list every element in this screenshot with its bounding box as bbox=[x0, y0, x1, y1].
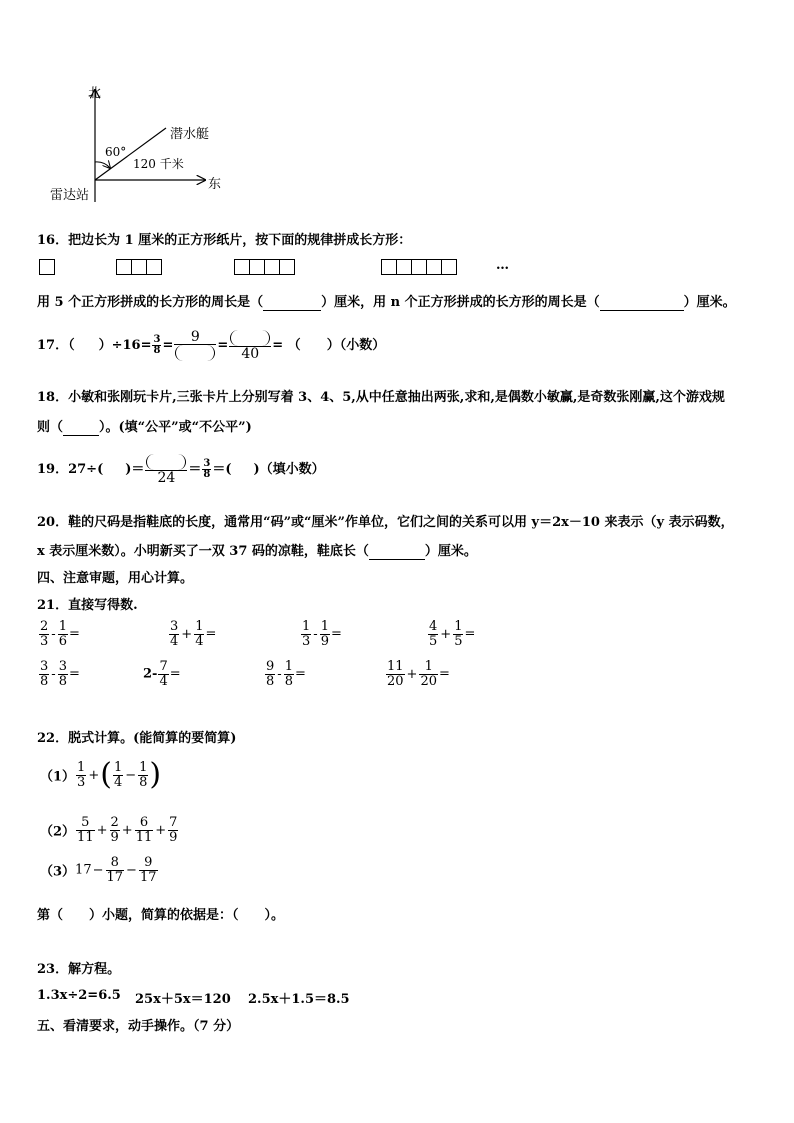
whole-number: 17 bbox=[75, 862, 92, 878]
item-number: （2） bbox=[40, 824, 76, 840]
square bbox=[411, 259, 427, 275]
fraction bbox=[152, 335, 161, 357]
item-number: （1） bbox=[40, 769, 76, 785]
denominator: 9 bbox=[110, 829, 119, 845]
fraction bbox=[76, 761, 86, 789]
square bbox=[396, 259, 412, 275]
denominator: 24 bbox=[157, 469, 176, 486]
q23-title: 23．解方程。 bbox=[37, 962, 121, 977]
numerator: 6 bbox=[135, 816, 154, 831]
square bbox=[146, 259, 162, 275]
q16-line2b: ）厘米，用 n 个正方形拼成的长方形的周长是（ bbox=[321, 295, 600, 310]
fraction bbox=[194, 620, 204, 648]
square bbox=[116, 259, 132, 275]
numerator: 7 bbox=[159, 659, 168, 674]
equals: = bbox=[217, 338, 229, 353]
numerator: 2 bbox=[40, 619, 49, 634]
fraction bbox=[229, 330, 271, 362]
q19-d: )（填小数） bbox=[253, 462, 325, 477]
q21-title: 21．直接写得数. bbox=[37, 598, 138, 613]
q22-expr-3: （3）17− $\frac{8}{17}$ − $\frac{9}{17}$ bbox=[40, 855, 157, 885]
numerator: 1 bbox=[139, 759, 148, 775]
denominator: 8 bbox=[266, 673, 275, 689]
equals: = bbox=[439, 666, 450, 682]
fraction bbox=[453, 620, 463, 648]
q17-eq3: = （ bbox=[272, 338, 301, 353]
fraction bbox=[139, 856, 158, 884]
denominator: 5 bbox=[454, 633, 463, 649]
operator: + bbox=[440, 626, 452, 642]
square-group-4 bbox=[235, 259, 295, 275]
answer-blank[interactable] bbox=[63, 420, 99, 436]
fraction bbox=[158, 660, 168, 688]
fraction bbox=[419, 660, 438, 688]
numerator: 9 bbox=[174, 330, 216, 346]
square-group-5 bbox=[382, 259, 457, 275]
fraction bbox=[301, 620, 311, 648]
numerator: 5 bbox=[76, 816, 95, 831]
square bbox=[39, 259, 55, 275]
numerator: 7 bbox=[169, 815, 178, 830]
answer-blank[interactable] bbox=[230, 330, 270, 346]
numerator: 3 bbox=[203, 457, 211, 469]
operator: - bbox=[51, 666, 56, 682]
q17-a: 17．（ bbox=[37, 338, 75, 353]
section-4-heading: 四、注意审题，用心计算。 bbox=[37, 571, 194, 586]
fraction bbox=[174, 330, 216, 362]
q16-line2 bbox=[37, 291, 736, 311]
north-label: 北 bbox=[88, 86, 102, 101]
q22-note: 第（ ）小题，简算的依据是：（ ）。 bbox=[37, 908, 285, 923]
q16-line2a: 用 5 个正方形拼成的长方形的周长是（ bbox=[37, 295, 264, 310]
fraction bbox=[39, 620, 49, 648]
numerator: 1 bbox=[302, 619, 311, 634]
denominator: 4 bbox=[159, 673, 168, 689]
numerator bbox=[229, 330, 271, 347]
denominator: 8 bbox=[284, 673, 293, 689]
fraction bbox=[106, 856, 125, 884]
q21-item bbox=[264, 660, 306, 688]
equation-3: 2.5x＋1.5＝8.5 bbox=[248, 992, 350, 1007]
denominator: 20 bbox=[387, 673, 404, 689]
denominator: 9 bbox=[320, 633, 329, 649]
denominator: 8 bbox=[203, 469, 211, 480]
q21-item bbox=[38, 620, 80, 648]
fraction bbox=[169, 620, 179, 648]
answer-blank[interactable] bbox=[175, 345, 215, 361]
numerator: 8 bbox=[106, 856, 125, 871]
fraction bbox=[320, 620, 330, 648]
denominator: 4 bbox=[170, 633, 179, 649]
q17-b: ）÷16= bbox=[98, 338, 152, 353]
square bbox=[264, 259, 280, 275]
denominator bbox=[174, 345, 216, 361]
numerator: 11 bbox=[387, 659, 404, 674]
fraction bbox=[58, 660, 68, 688]
q21-item bbox=[300, 620, 342, 648]
denominator: 5 bbox=[429, 633, 438, 649]
fraction bbox=[428, 620, 438, 648]
numerator: 1 bbox=[454, 619, 463, 634]
denominator: 4 bbox=[113, 774, 123, 790]
operator: + bbox=[181, 626, 193, 642]
square bbox=[234, 259, 250, 275]
distance-label: 120 千米 bbox=[133, 157, 184, 171]
operator: + bbox=[406, 666, 418, 682]
equation-2: 25x＋5x＝120 bbox=[135, 992, 231, 1007]
submarine-label: 潜水艇 bbox=[170, 127, 210, 142]
fraction bbox=[113, 761, 123, 789]
numerator: 3 bbox=[40, 659, 49, 674]
denominator: 9 bbox=[169, 829, 178, 845]
fraction bbox=[284, 660, 294, 688]
denominator: 11 bbox=[77, 829, 94, 845]
item-number: （3） bbox=[40, 864, 76, 880]
q21-item bbox=[427, 620, 475, 648]
denominator: 4 bbox=[195, 633, 204, 649]
fraction bbox=[386, 660, 405, 688]
denominator: 3 bbox=[302, 633, 311, 649]
square-group-1 bbox=[40, 259, 55, 275]
numerator: 3 bbox=[170, 619, 179, 634]
left-paren: ( bbox=[100, 757, 112, 792]
denominator: 8 bbox=[58, 673, 67, 689]
denominator: 6 bbox=[58, 633, 67, 649]
operator: - bbox=[313, 626, 318, 642]
square-group-3 bbox=[117, 259, 162, 275]
numerator: 4 bbox=[429, 619, 438, 634]
right-paren: ) bbox=[149, 757, 162, 792]
q22-title: 22．脱式计算。(能简算的要简算) bbox=[37, 731, 237, 746]
whole-number: 2- bbox=[143, 666, 158, 682]
equals: = bbox=[330, 626, 342, 642]
q17 bbox=[37, 326, 385, 366]
denominator: 8 bbox=[153, 345, 161, 356]
numerator: 1 bbox=[195, 619, 204, 634]
denominator: 17 bbox=[139, 869, 157, 885]
numerator: 1 bbox=[113, 759, 123, 775]
operator: - bbox=[277, 666, 282, 682]
q21-item bbox=[38, 660, 80, 688]
fraction bbox=[202, 459, 211, 481]
numerator: 1 bbox=[77, 759, 86, 775]
answer-blank[interactable] bbox=[369, 544, 425, 560]
ellipsis: … bbox=[496, 258, 509, 273]
square bbox=[426, 259, 442, 275]
equals: = bbox=[162, 338, 174, 353]
q20-line1: 20．鞋的尺码是指鞋底的长度，通常用“码”或“厘米”作单位，它们之间的关系可以用 y＝2x－10 来表示（y 表示码数， bbox=[37, 515, 734, 530]
q20-line2 bbox=[37, 540, 477, 560]
square bbox=[441, 259, 457, 275]
q18-line2 bbox=[37, 416, 252, 436]
numerator: 1 bbox=[419, 660, 438, 675]
square bbox=[131, 259, 147, 275]
q19 bbox=[37, 450, 325, 490]
numerator: 1 bbox=[284, 659, 293, 674]
numerator: 9 bbox=[139, 856, 158, 871]
answer-blank[interactable] bbox=[263, 295, 321, 311]
q20-line2b: ）厘米。 bbox=[424, 544, 477, 559]
equation-1: 1.3x÷2=6.5 bbox=[37, 988, 121, 1003]
numerator: 3 bbox=[153, 333, 161, 345]
q18-line2b: ）。(填“公平”或“不公平”) bbox=[99, 420, 252, 435]
q22-expr-1: （1） $\frac{1}{3}$ +( $\frac{1}{4}$ − $\frac{1}{8}$ ) bbox=[40, 757, 162, 792]
denominator: 20 bbox=[420, 673, 437, 689]
equals: = bbox=[205, 626, 217, 642]
angle-arc bbox=[95, 162, 110, 168]
east-label: 东 bbox=[208, 177, 222, 192]
numerator: 1 bbox=[58, 619, 67, 634]
numerator bbox=[145, 454, 187, 471]
denominator: 40 bbox=[241, 345, 260, 362]
fraction bbox=[58, 620, 68, 648]
square bbox=[249, 259, 265, 275]
fraction bbox=[76, 816, 95, 844]
q21-item bbox=[143, 660, 181, 688]
q20-line2a: x 表示厘米数）。小明新买了一双 37 码的凉鞋，鞋底长（ bbox=[37, 544, 369, 559]
denominator: 11 bbox=[135, 829, 153, 845]
numerator: 1 bbox=[320, 619, 329, 634]
fraction bbox=[265, 660, 275, 688]
q21-item bbox=[168, 620, 216, 648]
fraction bbox=[145, 454, 187, 486]
equals: = bbox=[169, 666, 181, 682]
denominator: 3 bbox=[40, 633, 49, 649]
fraction bbox=[168, 816, 178, 844]
fraction bbox=[39, 660, 49, 688]
q19-a: 19．27÷( bbox=[37, 462, 104, 477]
denominator: 8 bbox=[40, 673, 49, 689]
square bbox=[381, 259, 397, 275]
section-5-heading: 五、看清要求，动手操作。（7 分） bbox=[37, 1019, 240, 1034]
answer-blank[interactable] bbox=[600, 295, 684, 311]
operator: - bbox=[51, 626, 56, 642]
radar-label: 雷达站 bbox=[50, 188, 90, 203]
numerator: 2 bbox=[110, 815, 119, 830]
fraction bbox=[135, 816, 154, 844]
square bbox=[279, 259, 295, 275]
q16-line2c: ）厘米。 bbox=[683, 295, 736, 310]
denominator: 17 bbox=[106, 869, 124, 885]
fraction bbox=[110, 816, 120, 844]
denominator: 3 bbox=[77, 774, 86, 790]
equals: = bbox=[464, 626, 476, 642]
equals: ＝ bbox=[188, 462, 202, 477]
answer-blank[interactable] bbox=[146, 454, 186, 470]
q18-line2a: 则（ bbox=[37, 420, 64, 435]
q22-expr-2: （2） $\frac{5}{11}$ + $\frac{2}{9}$ + $\frac{6}{11}$ + $\frac{7}{9}$ bbox=[40, 815, 178, 845]
q21-item bbox=[385, 660, 450, 688]
equals: = bbox=[294, 666, 306, 682]
q16-text: 16．把边长为 1 厘米的正方形纸片，按下面的规律拼成长方形： bbox=[37, 233, 412, 248]
q17-c: ）（小数） bbox=[326, 338, 386, 353]
equals: = bbox=[68, 666, 80, 682]
numerator: 3 bbox=[58, 659, 67, 674]
angle-label: 60° bbox=[105, 145, 127, 159]
q19-b: )＝ bbox=[125, 462, 145, 477]
numerator: 9 bbox=[266, 659, 275, 674]
q18-line1: 18．小敏和张刚玩卡片,三张卡片上分别写着 3、4、5,从中任意抽出两张,求和,是偶数小敏赢,是奇数张刚赢,这个游戏规 bbox=[37, 390, 725, 405]
denominator: 8 bbox=[139, 774, 148, 790]
fraction bbox=[138, 761, 148, 789]
q19-c: ＝( bbox=[212, 462, 232, 477]
equals: = bbox=[68, 626, 80, 642]
